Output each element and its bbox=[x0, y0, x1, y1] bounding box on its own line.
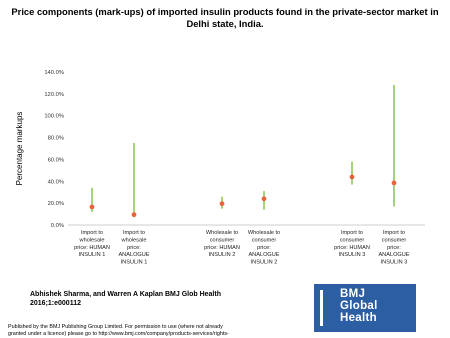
data-point bbox=[392, 181, 397, 186]
bmj-global-health-logo bbox=[314, 284, 416, 332]
citation bbox=[30, 291, 290, 308]
data-point bbox=[220, 201, 225, 206]
y-tick-label: 80.0% bbox=[47, 135, 64, 142]
y-tick-label: 20.0% bbox=[47, 201, 64, 208]
logo-line-3: Health bbox=[340, 312, 377, 324]
x-tick-label: Import to wholesale price: ANALOGUE INSULIN 1 bbox=[118, 230, 150, 266]
footer-line-2: granted under a licence) please go to http://www.bmj.com/company/products-services/rights- bbox=[8, 331, 229, 337]
data-point bbox=[262, 196, 267, 201]
y-tick-label: 100.0% bbox=[44, 113, 64, 120]
y-axis-label: Percentage markups bbox=[15, 111, 24, 186]
citation-line-1: Abhishek Sharma, and Warren A Kaplan BMJ Glob Health bbox=[30, 291, 221, 298]
x-tick-label: Import to consumer price: HUMAN INSULIN 3 bbox=[334, 230, 370, 259]
y-tick-label: 140.0% bbox=[44, 70, 64, 76]
y-tick-label: 0.0% bbox=[50, 223, 64, 229]
publisher-footer bbox=[8, 324, 298, 338]
logo-line-2: Global bbox=[340, 300, 378, 312]
logo-mark-icon bbox=[320, 290, 334, 326]
y-tick-label: 40.0% bbox=[47, 179, 64, 186]
logo-line-1: BMJ bbox=[340, 288, 366, 300]
chart-title: Price components (mark-ups) of imported insulin products found in the private-sector market in Delhi state, India. bbox=[11, 6, 439, 29]
data-point bbox=[132, 212, 137, 217]
x-tick-label: Wholesale to consumer price: ANALOGUE INSULIN 2 bbox=[247, 230, 281, 266]
data-point bbox=[90, 205, 95, 210]
y-tick-label: 120.0% bbox=[44, 91, 64, 98]
footer-line-1: Published by the BMJ Publishing Group Limited. For permission to use (where not already bbox=[8, 324, 223, 330]
x-tick-label: Wholesale to consumer price: HUMAN INSULIN 2 bbox=[204, 230, 240, 259]
citation-line-2: 2016;1:e000112 bbox=[30, 299, 81, 307]
x-tick-label: Import to wholesale price: HUMAN INSULIN 1 bbox=[74, 230, 110, 259]
data-point bbox=[350, 175, 355, 180]
y-tick-label: 60.0% bbox=[47, 157, 64, 164]
x-tick-label: Import to consumer price: ANALOGUE INSULIN 3 bbox=[378, 230, 410, 266]
